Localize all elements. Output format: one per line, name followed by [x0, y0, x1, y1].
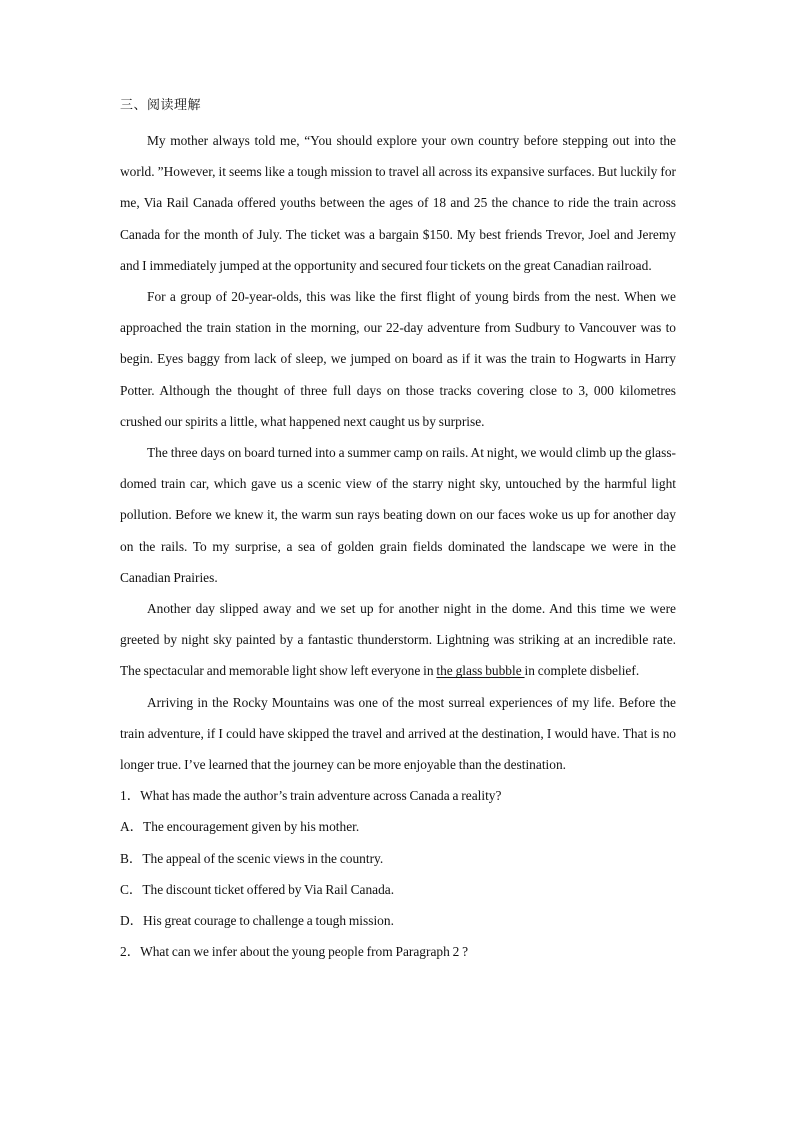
paragraph-4-text-before: Another day slipped away and we set up for another night in the dome. And this time we were greeted by night sky painted by a fantastic thunderstorm. Lightning was striking at an incredible rate. The spectacular and memorable light show left everyone in: [120, 601, 676, 679]
question-1-option-a: A．The encouragement given by his mother.: [120, 819, 360, 835]
paragraph-4-text-after: in complete disbelief.: [524, 663, 640, 679]
question-1-option-b: B．The appeal of the scenic views in the country.: [120, 850, 384, 866]
question-1-option-c: C．The discount ticket offered by Via Rail Canada.: [120, 881, 395, 897]
passage-paragraph-3: The three days on board turned into a summer camp on rails. At night, we would climb up the glass-domed train car, which gave us a scenic view of the starry night sky, untouched by the harmful light pollution. Before we knew it, the warm sun rays beating down on our faces woke us up for another day on the rails. To my surprise, a sea of golden grain fields dominated the landscape we were in the Canadian Prairies.: [120, 445, 676, 585]
question-1-option-d: D．His great courage to challenge a tough mission.: [120, 913, 394, 929]
passage-paragraph-4: [120, 593, 676, 687]
underlined-phrase: the glass bubble: [436, 663, 525, 679]
question-1-stem: 1．What has made the author’s train adventure across Canada a reality?: [120, 788, 502, 804]
passage-paragraph-2: For a group of 20-year-olds, this was like the first flight of young birds from the nest. When we approached the train station in the morning, our 22-day adventure from Sudbury to Vancouver was to begin. Eyes baggy from lack of sleep, we jumped on board as if it was the train to Hogwarts in Harry Potter. Although the thought of three full days on those tracks covering close to 3, 000 kilometres crushed our spirits a little, what happened next caught us by surprise.: [120, 289, 676, 429]
section-title: 三、阅读理解: [120, 98, 202, 113]
passage-paragraph-1: My mother always told me, “You should explore your own country before stepping out into the world. ”However, it seems like a tough mission to travel all across its expansive surfaces. But luckily for me, Via Rail Canada offered youths between the ages of 18 and 25 the chance to ride the train across Canada for the month of July. The ticket was a bargain $150. My best friends Trevor, Joel and Jeremy and I immediately jumped at the opportunity and secured four tickets on the great Canadian railroad.: [120, 133, 676, 273]
passage-paragraph-5: Arriving in the Rocky Mountains was one of the most surreal experiences of my life. Before the train adventure, if I could have skipped the travel and arrived at the destination, I would have. That is no longer true. I’ve learned that the journey can be more enjoyable than the destination.: [120, 694, 676, 773]
question-2-stem: 2．What can we infer about the young people from Paragraph 2 ?: [120, 944, 469, 960]
